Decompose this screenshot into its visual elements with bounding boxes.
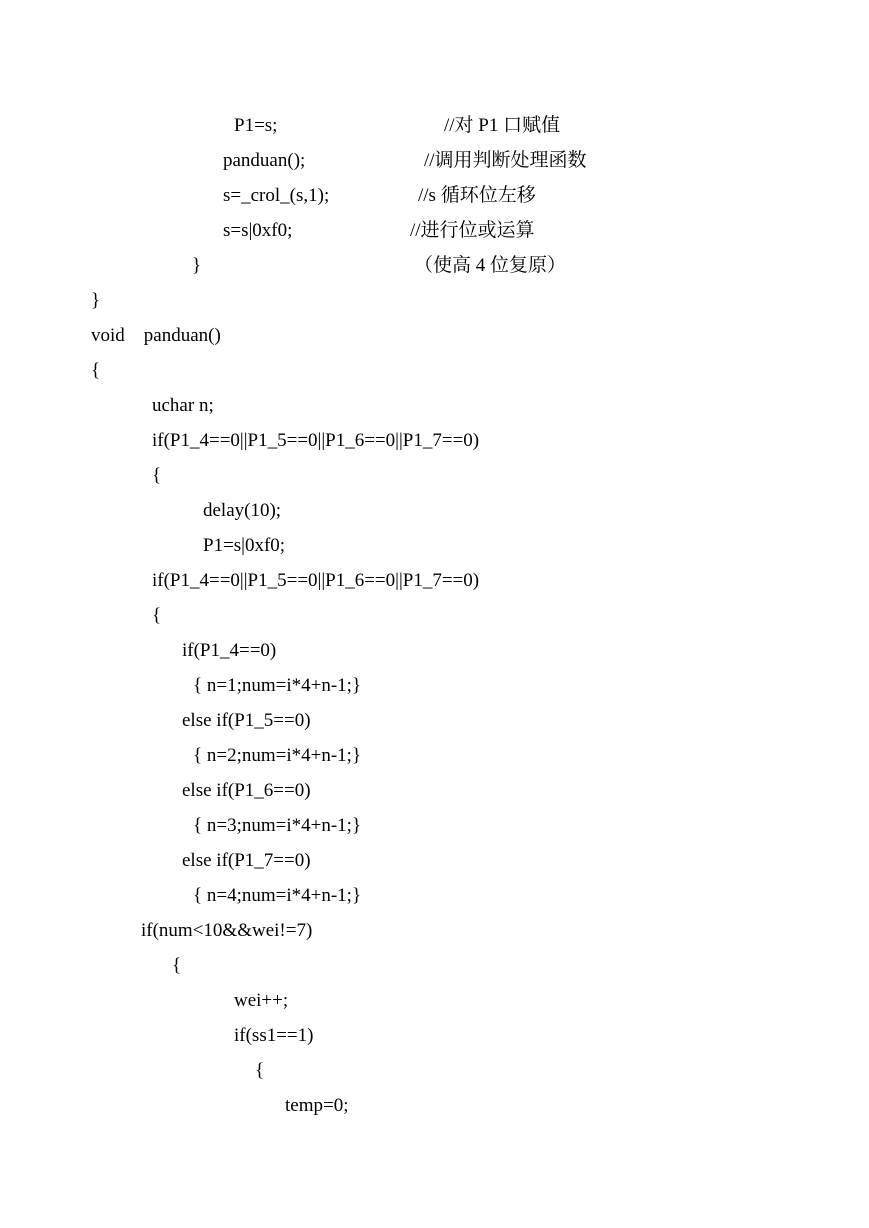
code-line	[0, 498, 282, 524]
code-line	[0, 813, 362, 839]
code-text: { n=2;num=i*4+n-1;}	[193, 745, 362, 766]
code-text: { n=4;num=i*4+n-1;}	[193, 885, 362, 906]
code-text: if(P1_4==0||P1_5==0||P1_6==0||P1_7==0)	[152, 430, 480, 451]
code-text: if(ss1==1)	[234, 1025, 314, 1046]
code-line	[0, 253, 567, 279]
code-text: uchar n;	[152, 395, 214, 416]
code-text: P1=s;	[234, 115, 278, 136]
code-text: P1=s|0xf0;	[203, 535, 286, 556]
code-line	[0, 113, 561, 139]
code-comment: //对 P1 口赋值	[444, 115, 561, 136]
code-line	[0, 778, 311, 804]
code-text: {	[172, 955, 182, 976]
code-line	[0, 708, 311, 734]
code-line	[0, 638, 277, 664]
code-text: if(P1_4==0)	[182, 640, 277, 661]
code-text: if(num<10&&wei!=7)	[141, 920, 313, 941]
code-comment: //调用判断处理函数	[424, 150, 587, 171]
code-line	[0, 883, 362, 909]
code-line	[0, 393, 214, 419]
code-line	[0, 673, 362, 699]
code-text: }	[91, 290, 101, 311]
code-text: else if(P1_7==0)	[182, 850, 311, 871]
code-line	[0, 1058, 265, 1084]
code-line	[0, 1093, 349, 1119]
code-line	[0, 428, 480, 454]
code-text: else if(P1_6==0)	[182, 780, 311, 801]
code-line	[0, 533, 286, 559]
code-line	[0, 848, 311, 874]
code-line	[0, 988, 289, 1014]
code-text: wei++;	[234, 990, 289, 1011]
code-comment: （使高 4 位复原）	[414, 255, 567, 276]
code-text: { n=1;num=i*4+n-1;}	[193, 675, 362, 696]
code-text: s=_crol_(s,1);	[223, 185, 330, 206]
code-comment: //s 循环位左移	[418, 185, 536, 206]
code-line	[0, 953, 182, 979]
code-text: {	[152, 465, 162, 486]
code-text: s=s|0xf0;	[223, 220, 293, 241]
code-text: { n=3;num=i*4+n-1;}	[193, 815, 362, 836]
code-line	[0, 218, 535, 244]
code-text: temp=0;	[285, 1095, 349, 1116]
code-line	[0, 568, 480, 594]
code-text: }	[192, 255, 202, 276]
code-comment: //进行位或运算	[410, 220, 535, 241]
code-line	[0, 743, 362, 769]
code-text: delay(10);	[203, 500, 282, 521]
code-line	[0, 603, 162, 629]
code-text: {	[255, 1060, 265, 1081]
code-text: if(P1_4==0||P1_5==0||P1_6==0||P1_7==0)	[152, 570, 480, 591]
code-line	[0, 183, 536, 209]
code-text: panduan();	[223, 150, 306, 171]
code-line	[0, 288, 101, 314]
code-line	[0, 1023, 314, 1049]
code-text: {	[91, 360, 101, 381]
code-line	[0, 323, 221, 349]
code-text: else if(P1_5==0)	[182, 710, 311, 731]
code-line	[0, 918, 313, 944]
code-text: void panduan()	[91, 325, 221, 346]
code-line	[0, 358, 101, 384]
code-line	[0, 463, 162, 489]
code-text: {	[152, 605, 162, 626]
code-line	[0, 148, 587, 174]
